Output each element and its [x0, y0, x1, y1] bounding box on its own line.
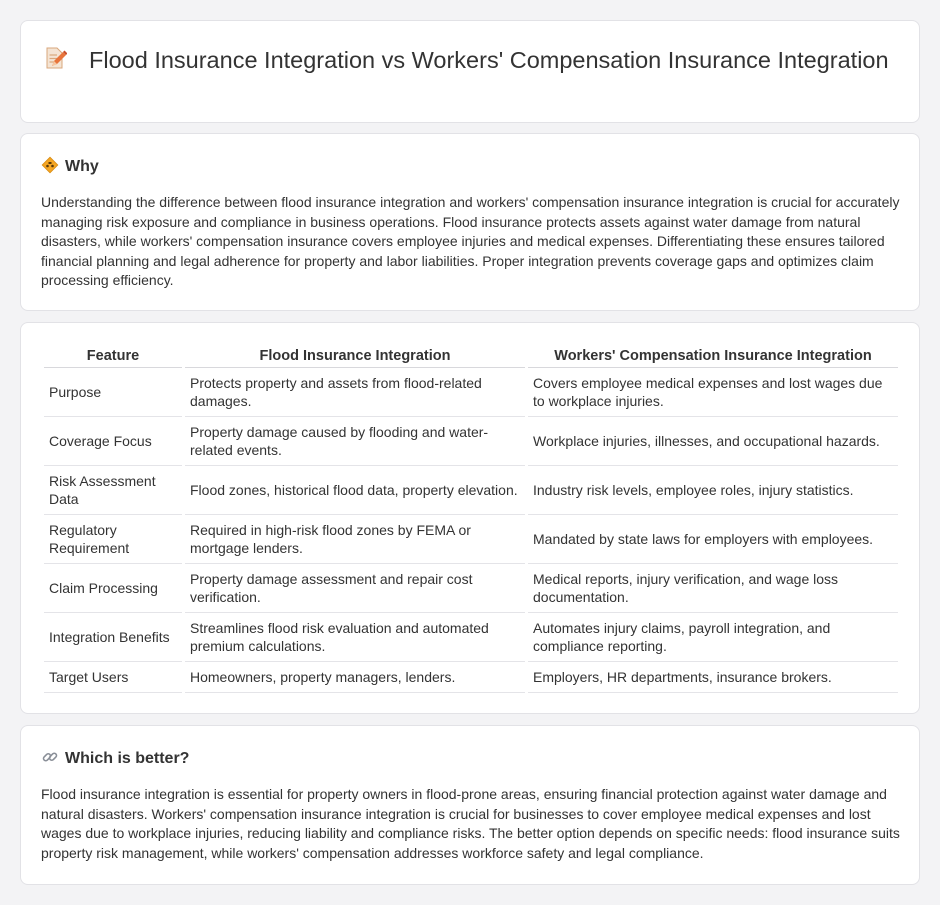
which-is-better-section	[20, 725, 920, 885]
workers-cell: Covers employee medical expenses and lost wages due to workplace injuries.	[528, 368, 898, 417]
title-card	[20, 20, 920, 123]
table-row	[44, 466, 898, 515]
better-heading-text: Which is better?	[65, 750, 190, 767]
table-row	[44, 662, 898, 693]
table-row	[44, 564, 898, 613]
why-heading-text: Why	[65, 158, 99, 175]
feature-cell: Regulatory Requirement	[44, 515, 182, 564]
workers-cell: Industry risk levels, employee roles, injury statistics.	[528, 466, 898, 515]
flood-cell: Required in high-risk flood zones by FEMA or mortgage lenders.	[185, 515, 525, 564]
feature-cell: Integration Benefits	[44, 613, 182, 662]
page-title	[41, 45, 901, 75]
table-row	[44, 515, 898, 564]
column-header-workers: Workers' Compensation Insurance Integration	[528, 343, 898, 368]
workers-cell: Mandated by state laws for employers with employees.	[528, 515, 898, 564]
why-section	[20, 133, 920, 311]
flood-cell: Streamlines flood risk evaluation and automated premium calculations.	[185, 613, 525, 662]
flood-cell: Protects property and assets from flood-related damages.	[185, 368, 525, 417]
better-body: Flood insurance integration is essential for property owners in flood-prone areas, ensuring financial protection against water damage and natural disasters. Workers' compensation insurance integration is crucial for businesses to cover employee medical expenses and lost wages due to workplace injuries, reducing liability and compliance risks. The better option depends on specific needs: flood insurance suits property risk management, while workers' compensation addresses workforce safety and legal compliance.	[41, 786, 900, 861]
column-header-flood: Flood Insurance Integration	[185, 343, 525, 368]
feature-cell: Purpose	[44, 368, 182, 417]
warning-sign-icon	[41, 156, 59, 174]
why-body: Understanding the difference between flood insurance integration and workers' compensation insurance integration is crucial for accurately managing risk exposure and compliance in business operations. Flood insurance protects assets against water damage from natural disasters, while workers' compensation insurance covers employee injuries and medical expenses. Differentiating these ensures tailored financial planning and legal adherence for property and labor liabilities. Proper integration prevents coverage gaps and optimizes claim processing efficiency.	[41, 194, 900, 288]
flood-cell: Flood zones, historical flood data, property elevation.	[185, 466, 525, 515]
table-row	[44, 613, 898, 662]
page-title-text: Flood Insurance Integration vs Workers' Compensation Insurance Integration	[89, 47, 889, 73]
workers-cell: Medical reports, injury verification, and wage loss documentation.	[528, 564, 898, 613]
table-row	[44, 417, 898, 466]
table-row	[44, 368, 898, 417]
feature-cell: Claim Processing	[44, 564, 182, 613]
flood-cell: Property damage caused by flooding and water-related events.	[185, 417, 525, 466]
document-pencil-icon	[41, 45, 67, 71]
column-header-feature: Feature	[44, 343, 182, 368]
feature-cell: Target Users	[44, 662, 182, 693]
better-heading	[41, 748, 189, 769]
flood-cell: Homeowners, property managers, lenders.	[185, 662, 525, 693]
workers-cell: Employers, HR departments, insurance brokers.	[528, 662, 898, 693]
feature-cell: Risk Assessment Data	[44, 466, 182, 515]
table-header-row	[44, 343, 898, 368]
why-heading	[41, 156, 99, 177]
flood-cell: Property damage assessment and repair cost verification.	[185, 564, 525, 613]
comparison-section	[20, 322, 920, 714]
link-icon	[41, 748, 59, 766]
feature-cell: Coverage Focus	[44, 417, 182, 466]
workers-cell: Automates injury claims, payroll integration, and compliance reporting.	[528, 613, 898, 662]
comparison-table	[41, 343, 901, 693]
workers-cell: Workplace injuries, illnesses, and occupational hazards.	[528, 417, 898, 466]
